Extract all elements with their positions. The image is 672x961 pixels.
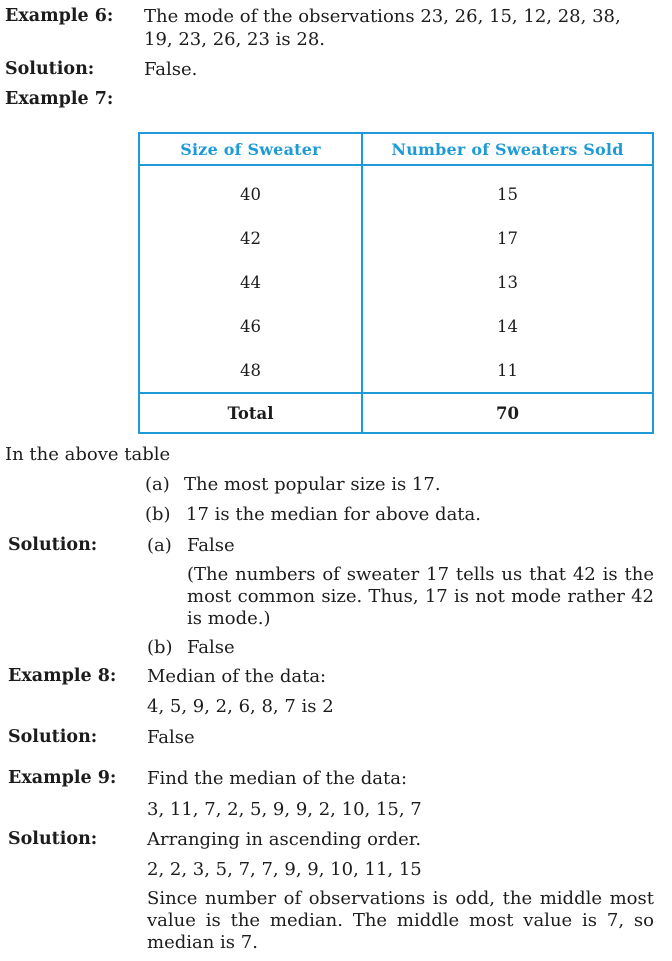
- table-row: [139, 216, 653, 260]
- table-cell-sold: 13: [362, 260, 653, 304]
- example-8-statement-line1: Median of the data:: [147, 666, 327, 687]
- sweater-table: [138, 132, 654, 434]
- table-cell-size: 48: [139, 348, 362, 393]
- table-cell-sold: 14: [362, 304, 653, 348]
- example-8-solution: False: [147, 727, 195, 748]
- table-header-row: [139, 133, 653, 165]
- example-8-label: Example 8:: [8, 666, 117, 686]
- table-row: [139, 260, 653, 304]
- table-row: [139, 348, 653, 393]
- table-cell-size: 44: [139, 260, 362, 304]
- table-cell-size: 46: [139, 304, 362, 348]
- example-7-b-text: 17 is the median for above data.: [186, 504, 481, 525]
- example-9-statement-line1: Find the median of the data:: [147, 768, 408, 789]
- table-header-sold: Number of Sweaters Sold: [362, 133, 653, 165]
- table-header-size: Size of Sweater: [139, 133, 362, 165]
- table-cell-sold: 15: [362, 165, 653, 216]
- example-7-solution-b-marker: (b): [147, 637, 173, 658]
- example-6-statement-line1: The mode of the observations 23, 26, 15, 12, 28, 38,: [144, 6, 621, 27]
- example-7-a-marker: (a): [145, 474, 170, 495]
- example-7-solution-a-explanation: (The numbers of sweater 17 tells us that 42 is the most common size. Thus, 17 is not mode rather 42 is mode.): [187, 564, 654, 629]
- table-total-label: Total: [139, 393, 362, 433]
- table-cell-sold: 11: [362, 348, 653, 393]
- example-9-statement-line2: 3, 11, 7, 2, 5, 9, 9, 2, 10, 15, 7: [147, 799, 422, 820]
- example-8-solution-label: Solution:: [8, 727, 98, 747]
- table-total-value: 70: [362, 393, 653, 433]
- example-7-label: Example 7:: [5, 89, 114, 109]
- table-total-row: [139, 393, 653, 433]
- example-7-solution-a-text: False: [187, 535, 235, 556]
- table-cell-sold: 17: [362, 216, 653, 260]
- example-9-solution-label: Solution:: [8, 829, 98, 849]
- example-7-solution-b-text: False: [187, 637, 235, 658]
- example-7-a-text: The most popular size is 17.: [184, 474, 441, 495]
- table-cell-size: 42: [139, 216, 362, 260]
- example-9-solution-step2: 2, 2, 3, 5, 7, 7, 9, 9, 10, 11, 15: [147, 859, 422, 880]
- table-cell-size: 40: [139, 165, 362, 216]
- table-row: [139, 304, 653, 348]
- example-8-statement-line2: 4, 5, 9, 2, 6, 8, 7 is 2: [147, 696, 334, 717]
- example-7-solution-a-marker: (a): [147, 535, 172, 556]
- example-9-solution-step3: Since number of observations is odd, the middle most value is the median. The middle most value is 7, so median is 7.: [147, 888, 654, 953]
- example-9-label: Example 9:: [8, 768, 117, 788]
- example-7-intro: In the above table: [5, 444, 171, 465]
- example-6-label: Example 6:: [5, 6, 114, 26]
- example-7-b-marker: (b): [145, 504, 171, 525]
- example-6-solution: False.: [144, 59, 198, 80]
- example-9-solution-step1: Arranging in ascending order.: [147, 829, 422, 850]
- example-6-solution-label: Solution:: [5, 59, 95, 79]
- example-7-solution-label: Solution:: [8, 535, 98, 555]
- example-6-statement-line2: 19, 23, 26, 23 is 28.: [144, 29, 326, 50]
- table-row: [139, 165, 653, 216]
